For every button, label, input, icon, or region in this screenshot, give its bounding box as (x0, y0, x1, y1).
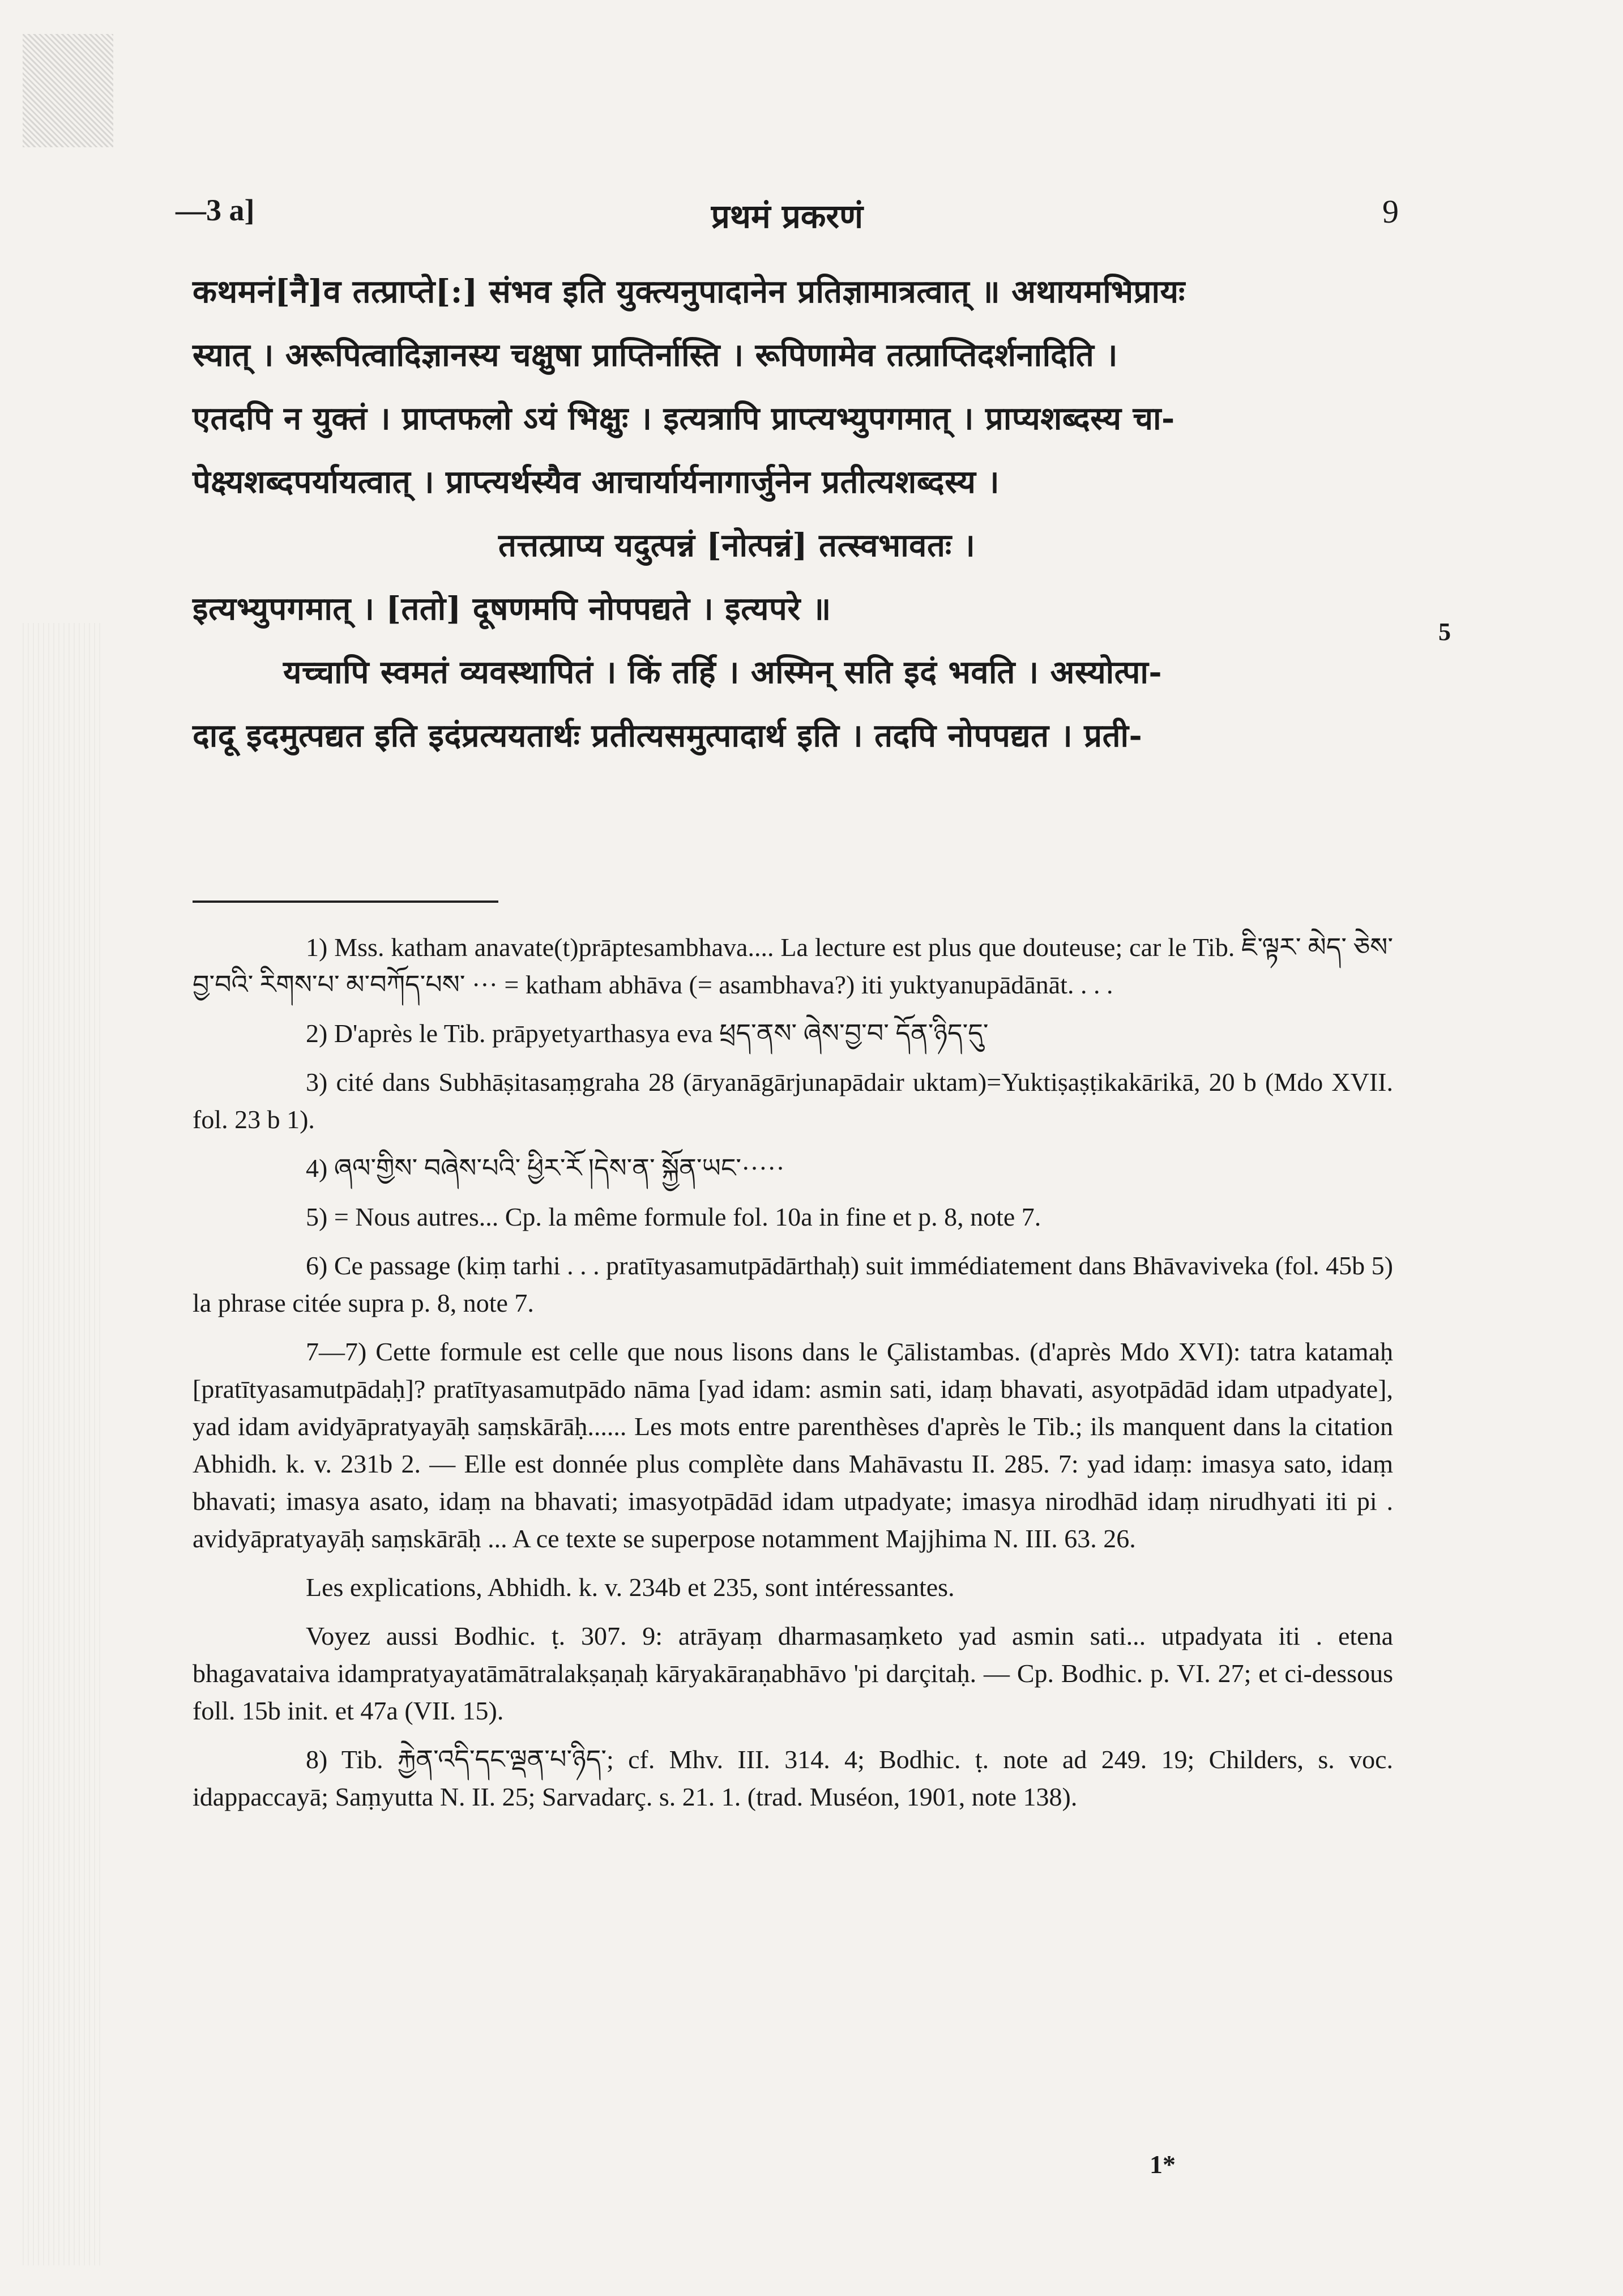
sanskrit-line: एतदपि न युक्तं । प्राप्तफलो ऽयं भिक्षुः । इत्यत्रापि प्राप्त्यभ्युपगमात् । प्राप्यशब्दस्य चा- (193, 400, 1175, 437)
footnote: 6) Ce passage (kiṃ tarhi . . . pratītyasamutpādārthaḥ) suit immédiatement dans Bhāvaviveka (fol. 45b 5) la phrase citée supra p. 8, note 7. (193, 1251, 1393, 1317)
sanskrit-line: स्यात् । अरूपित्वादिज्ञानस्य चक्षुषा प्राप्तिर्नास्ति । रूपिणामेव तत्प्राप्तिदर्शनादिति । (193, 336, 1118, 374)
sanskrit-verse-line: तत्तत्प्राप्य यदुत्पन्नं [नोत्पन्नं] तत्स्वभावतः । (498, 527, 976, 564)
header-chapter-title: प्रथमं प्रकरणं (711, 197, 864, 236)
footnote-continuation: Les explications, Abhidh. k. v. 234b et 235, sont intéressantes. (306, 1573, 955, 1602)
sanskrit-line: यच्चापि स्वमतं व्यवस्थापितं । किं तर्हि । अस्मिन् सति इदं भवति । अस्योत्पा- (283, 654, 1163, 691)
sanskrit-line: कथमनं[नै]व तत्प्राप्ते[:] संभव इति युक्त्यनुपादानेन प्रतिज्ञामात्रत्वात् ॥ अथायमभिप्रायः (193, 273, 1185, 310)
footnote: 7—7) Cette formule est celle que nous lisons dans le Çālistambas. (d'après Mdo XVI): tatra katamaḥ [pratītyasamutpādaḥ]? pratītyasamutpādo nāma [yad idam: asmin sati, idaṃ bhavati, asyotpādād idam utpadyate], yad idam avidyāpratyayāḥ saṃskārāḥ...... Les mots entre parenthèses d'après le Tib.; ils manquent dans la citation Abhidh. k. v. 231b 2. — Elle est donnée plus complète dans Mahāvastu II. 285. 7: yad idaṃ: imasya sato, idaṃ bhavati; imasya asato, idaṃ na bhavati; imasyotpādād idam utpadyate; imasya nirodhād idaṃ nirudhyati iti pi . avidyāpratyayāḥ saṃskārāḥ ... A ce texte se superpose notamment Majjhima N. III. 63. 26. (193, 1337, 1393, 1553)
page-number: 9 (1382, 193, 1399, 230)
signature-mark: 1* (1150, 2150, 1176, 2179)
running-header (176, 193, 1399, 238)
footnote: 8) Tib. རྐྱེན་འདི་དང་ལྡན་པ་ཉིད་; cf. Mhv. III. 314. 4; Bodhic. ṭ. note ad 249. 19; Childers, s. voc. idappaccayā; Saṃyutta N. II. 25; Sarvadarç. s. 21. 1. (trad. Muséon, 1901, note 138). (193, 1745, 1393, 1811)
scan-edge-smudge (23, 34, 113, 147)
footnote-rule (193, 901, 498, 903)
footnote: 4) ཞལ་གྱིས་ བཞེས་པའི་ ཕྱིར་རོ །དེས་ན་ སྐྱོན་ཡང་····· (306, 1154, 785, 1183)
footnote: 2) D'après le Tib. prāpyetyarthasya eva ཕྲད་ནས་ ཞེས་བྱ་བ་ དོན་ཉིད་དུ་ (306, 1019, 989, 1048)
sanskrit-line: दादू इदमुत्पद्यत इति इदंप्रत्ययतार्थः प्रतीत्यसमुत्पादार्थ इति । तदपि नोपपद्यत । प्रती- (193, 717, 1143, 754)
footnote: 5) = Nous autres... Cp. la même formule fol. 10a in fine et p. 8, note 7. (306, 1202, 1041, 1231)
sanskrit-line: पेक्ष्यशब्दपर्यायत्वात् । प्राप्त्यर्थस्यैव आचार्यार्यनागार्जुनेन प्रतीत्यशब्दस्य । (193, 463, 1000, 501)
footnote-continuation: Voyez aussi Bodhic. ṭ. 307. 9: atrāyaṃ dharmasaṃketo yad asmin sati... utpadyata iti . etena bhagavataiva idampratyayatāmātralakṣaṇaḥ kāryakāraṇabhāvo 'pi darçitaḥ. — Cp. Bodhic. p. VI. 27; et ci-dessous foll. 15b init. et 47a (VII. 15). (193, 1621, 1393, 1725)
footnotes (193, 929, 1393, 1827)
header-section-ref: —3 a] (176, 193, 255, 227)
sanskrit-line: इत्यभ्युपगमात् । [ततो] दूषणमपि नोपपद्यते । इत्यपरे ॥ (193, 590, 831, 628)
footnote: 1) Mss. katham anavate(t)prāptesambhava.... La lecture est plus que douteuse; car le Tib. ཇི་ལྟར་ མེད་ ཅེས་བྱ་བའི་ རིགས་པ་ མ་བཀོད་པས་ ··· = katham abhāva (= asambhava?) iti yuktyanupādānāt. . . . (193, 933, 1393, 999)
scan-edge-specks (23, 623, 102, 2265)
footnote: 3) cité dans Subhāṣitasaṃgraha 28 (āryanāgārjunapādair uktam)=Yuktiṣaṣṭikakārikā, 20 b (Mdo XVII. fol. 23 b 1). (193, 1068, 1393, 1134)
margin-line-number: 5 (1438, 618, 1451, 646)
sanskrit-text-block (193, 266, 1393, 774)
